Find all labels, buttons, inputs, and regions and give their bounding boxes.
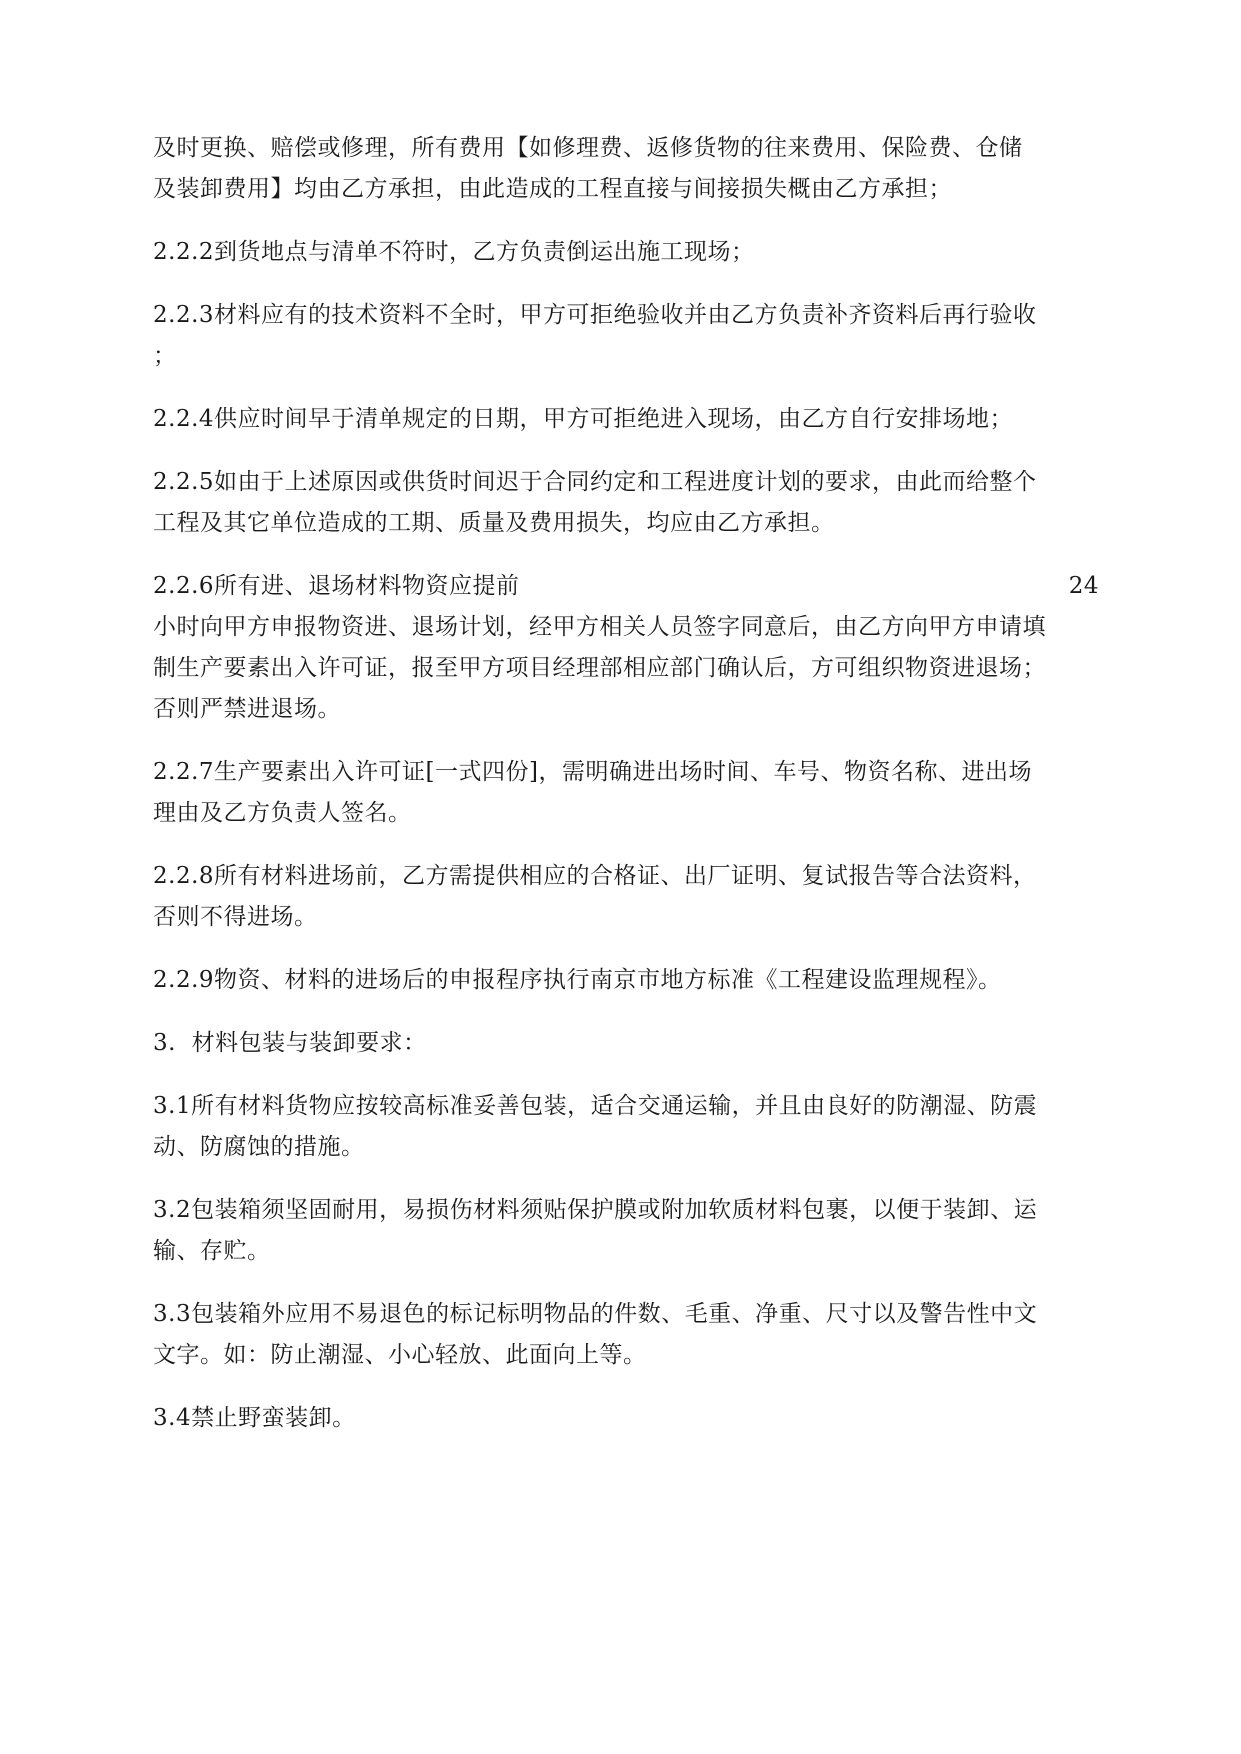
text-line: 2.2.8所有材料进场前，乙方需提供相应的合格证、出厂证明、复试报告等合法资料， [153, 863, 1037, 889]
text-line: 2.2.7生产要素出入许可证[一式四份]，需明确进出场时间、车号、物资名称、进出场 [153, 759, 1032, 785]
text-line: 3.1所有材料货物应按较高标准妥善包装，适合交通运输，并且由良好的防潮湿、防震 [153, 1093, 1038, 1119]
text-line: 小时向甲方申报物资进、退场计划，经甲方相关人员签字同意后，由乙方向甲方申请填 [153, 614, 1046, 640]
clause-2-2-2 [153, 232, 1099, 273]
text-line: 文字。如：防止潮湿、小心轻放、此面向上等。 [153, 1342, 647, 1368]
text-line: 2.2.5如由于上述原因或供货时间迟于合同约定和工程进度计划的要求，由此而给整个 [153, 469, 1037, 495]
clause-2-2-4 [153, 399, 1099, 440]
text-line: ； [153, 343, 177, 369]
section-3-heading [153, 1023, 1099, 1064]
clause-2-2-5 [153, 462, 1099, 544]
paragraph-continuation [153, 128, 1099, 210]
clause-3-3 [153, 1294, 1099, 1376]
text-segment-left: 2.2.6所有进、退场材料物资应提前 [153, 573, 520, 599]
clause-2-2-3 [153, 295, 1099, 377]
text-line: 3.4禁止野蛮装卸。 [153, 1405, 356, 1431]
text-line: 2.2.9物资、材料的进场后的申报程序执行南京市地方标准《工程建设监理规程》。 [153, 967, 1002, 993]
text-line: 工程及其它单位造成的工期、质量及费用损失，均应由乙方承担。 [153, 510, 835, 536]
text-line: 3. 材料包装与装卸要求： [153, 1030, 427, 1056]
clause-2-2-9 [153, 960, 1099, 1001]
clause-3-1 [153, 1086, 1099, 1168]
text-line: 2.2.2到货地点与清单不符时，乙方负责倒运出施工现场； [153, 239, 755, 265]
clause-3-4 [153, 1398, 1099, 1439]
text-line: 2.2.3材料应有的技术资料不全时，甲方可拒绝验收并由乙方负责补齐资料后再行验收 [153, 302, 1037, 328]
text-line: 否则严禁进退场。 [153, 696, 341, 722]
text-line: 3.2包装箱须坚固耐用，易损伤材料须贴保护膜或附加软质材料包裹，以便于装卸、运 [153, 1197, 1038, 1223]
text-line: 理由及乙方负责人签名。 [153, 800, 412, 826]
text-line-justified [153, 566, 1099, 607]
clause-2-2-6 [153, 566, 1099, 730]
clause-2-2-8 [153, 856, 1099, 938]
text-line: 3.3包装箱外应用不易退色的标记标明物品的件数、毛重、净重、尺寸以及警告性中文 [153, 1301, 1038, 1327]
text-line: 否则不得进场。 [153, 904, 318, 930]
clause-2-2-7 [153, 752, 1099, 834]
text-line: 及时更换、赔偿或修理，所有费用【如修理费、返修货物的往来费用、保险费、仓储 [153, 135, 1023, 161]
text-line: 输、存贮。 [153, 1238, 271, 1264]
text-line: 2.2.4供应时间早于清单规定的日期，甲方可拒绝进入现场，由乙方自行安排场地； [153, 406, 1014, 432]
text-line: 动、防腐蚀的措施。 [153, 1134, 365, 1160]
text-line: 及装卸费用】均由乙方承担，由此造成的工程直接与间接损失概由乙方承担； [153, 176, 952, 202]
text-line: 制生产要素出入许可证，报至甲方项目经理部相应部门确认后，方可组织物资进退场； [153, 655, 1046, 681]
clause-3-2 [153, 1190, 1099, 1272]
document-body [153, 128, 1099, 1461]
text-segment-right: 24 [1068, 573, 1099, 599]
